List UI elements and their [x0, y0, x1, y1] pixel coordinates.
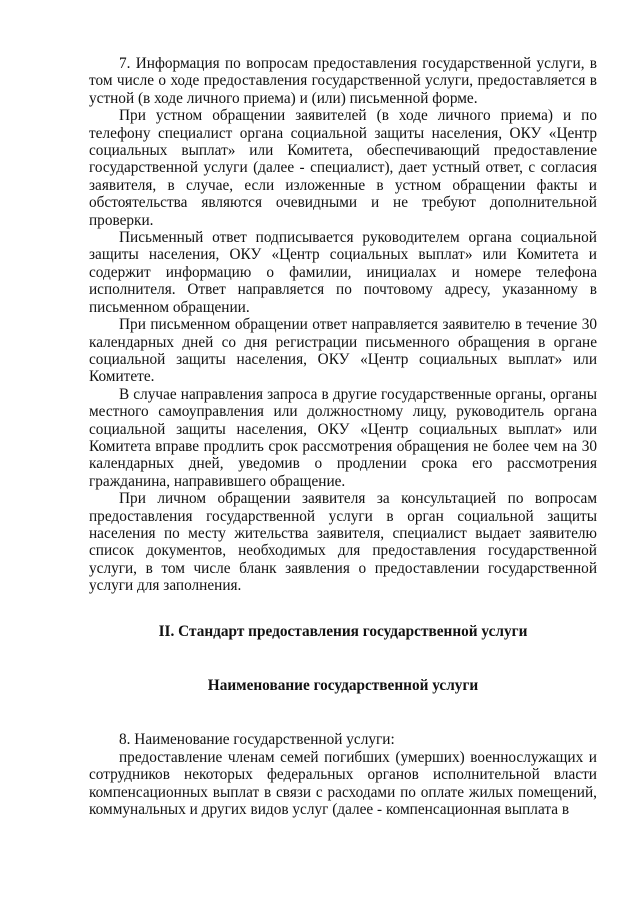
- paragraph-extension: В случае направления запроса в другие государственные органы, органы местного самоуправления или должностному лицу, руководитель органа социальной защиты населения, ОКУ «Центр социальных выплат» или Комитета вправе продлить срок рассмотрения обращения не более чем на 30 календарных дней, уведомив о продлении срока его рассмотрения гражданина, направившего обращение.: [89, 385, 597, 490]
- paragraph-personal-visit: При личном обращении заявителя за консультацией по вопросам предоставления государственной услуги в орган социальной защиты населения по месту жительства заявителя, специалист выдает заявителю список документов, необходимых для предоставления государственной услуги, в том числе бланк заявления о предоставлении государственной услуги для заполнения.: [89, 490, 597, 595]
- document-page: [89, 55, 597, 818]
- paragraph-written-answer: Письменный ответ подписывается руководителем органа социальной защиты населения, ОКУ «Центр социальных выплат» или Комитета и содержит информацию о фамилии, инициалах и номере телефона исполнителя. Ответ направляется по почтовому адресу, указанному в письменном обращении.: [89, 229, 597, 316]
- paragraph-8-service-name: 8. Наименование государственной услуги:: [119, 731, 395, 749]
- section-heading: II. Стандарт предоставления государственной услуги: [158, 622, 528, 640]
- paragraph-written-request: При письменном обращении ответ направляется заявителю в течение 30 календарных дней со дня регистрации письменного обращения в органе социальной защиты населения, ОКУ «Центр социальных выплат» или Комитете.: [89, 316, 597, 386]
- paragraph-7-info: 7. Информация по вопросам предоставления государственной услуги, в том числе о ходе предоставления государственной услуги, предоставляется в устной (в ходе личного приема) и (или) письменной форме.: [89, 55, 597, 107]
- subsection-heading: Наименование государственной услуги: [207, 677, 479, 694]
- paragraph-oral-request: При устном обращении заявителей (в ходе личного приема) и по телефону специалист органа социальной защиты населения, ОКУ «Центр социальных выплат» или Комитета, обеспечивающий предоставление государственной услуги (далее - специалист), дает устный ответ, с согласия заявителя, в случае, если изложенные в устном обращении факты и обстоятельства являются очевидными и не требуют дополнительной проверки.: [89, 107, 597, 229]
- paragraph-service-description: предоставление членам семей погибших (умерших) военнослужащих и сотрудников некоторых федеральных органов исполнительной власти компенсационных выплат в связи с расходами по оплате жилых помещений, коммунальных и других видов услуг (далее - компенсационная выплата в: [89, 748, 597, 819]
